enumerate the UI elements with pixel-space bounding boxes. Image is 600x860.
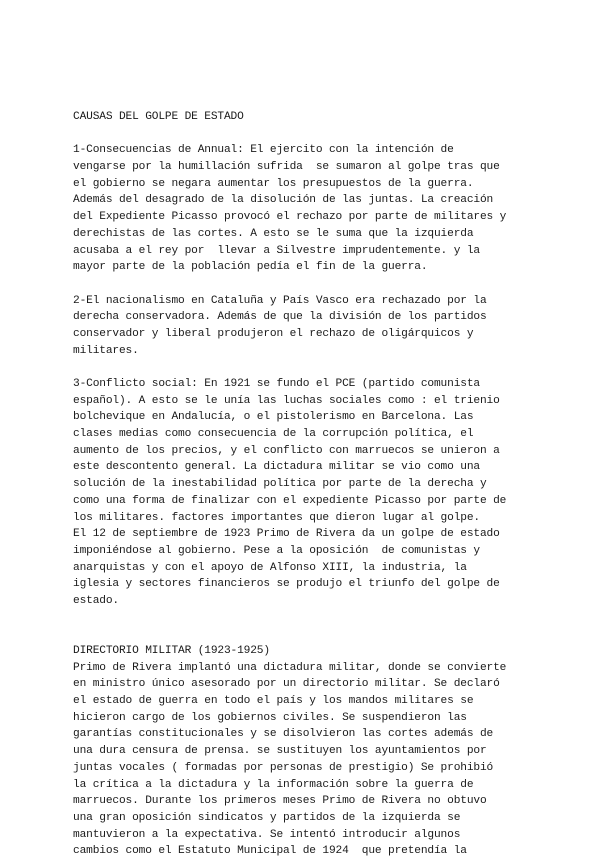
text-line: 2-El nacionalismo en Cataluña y País Vasco era rechazado por la [73,294,487,307]
text-line: los militares. factores importantes que dieron lugar al golpe. [73,511,480,524]
text-line: una gran oposición sindicatos y partidos de la izquierda se [73,811,461,824]
spacer [73,126,533,143]
paragraph-conflicto-social [73,376,533,610]
text-line: 3-Conflicto social: En 1921 se fundo el PCE (partido comunista [73,378,480,390]
spacer [73,276,533,293]
text-line: solución de la inestabilidad política por parte de la derecha y [73,478,487,491]
text-line: este descontento general. La dictadura militar se vio como una [73,461,480,474]
document-page [73,109,533,860]
text-line: Primo de Rivera implantó una dictadura militar, donde se convierte [73,661,507,674]
text-line: una dura censura de prensa. se sustituyen los ayuntamientos por [73,745,487,758]
text-line: clases medias como consecuencia de la corrupción política, el [73,428,474,441]
text-line: 1-Consecuencias de Annual: El ejercito con la intención de [73,144,454,157]
text-line: en ministro único asesorado por un directorio militar. Se declaró [73,678,500,691]
spacer [73,610,533,643]
paragraph-annual [73,142,533,276]
text-line: imponiéndose al gobierno. Pese a la oposición de comunistas y [73,544,480,557]
text-line: del Expediente Picasso provocó el rechazo por parte de militares y [73,211,507,224]
text-line: anarquistas y con el apoyo de Alfonso XIII, la industria, la [73,561,467,574]
text-line: conservador y liberal produjeron el rechazo de oligárquicos y [73,327,474,340]
text-line: militares. [73,344,139,357]
text-line: como una forma de finalizar con el expediente Picasso por parte de [73,494,507,507]
text-line: mantuvieron a la expectativa. Se intentó introducir algunos [73,828,461,841]
text-line: estado. [73,594,119,607]
text-line: juntas vocales ( formadas por personas de prestigio) Se prohibió [73,761,494,774]
text-line: español). A esto se le unía las luchas sociales como : el trienio [73,394,500,407]
text-line: vengarse por la humillación sufrida se sumaron al golpe tras que [73,161,500,174]
text-line: cambios como el Estatuto Municipal de 1924 que pretendía la [73,845,467,858]
page-title: CAUSAS DEL GOLPE DE ESTADO [73,111,244,123]
paragraph-directorio-militar [73,660,533,860]
text-line: garantías constitucionales y se disolvieron las cortes además de [73,728,494,741]
spacer [73,359,533,376]
text-line: Además del desagrado de la disolución de las juntas. La creación [73,194,494,207]
text-line: el estado de guerra en todo el país y los mandos militares se [73,695,474,708]
text-line: acusaba a el rey por llevar a Silvestre imprudentemente. y la [73,244,480,257]
text-line: iglesia y sectores financieros se produjo el triunfo del golpe de [73,578,500,591]
text-line: mayor parte de la población pedía el fin de la guerra. [73,261,428,274]
text-line: el gobierno se negara aumentar los presupuestos de la guerra. [73,177,474,190]
text-line: aumento de los precios, y el conflicto con marruecos se unieron a [73,444,500,457]
text-line: derecha conservadora. Además de que la división de los partidos [73,311,487,324]
text-line: El 12 de septiembre de 1923 Primo de Rivera da un golpe de estado [73,528,500,541]
text-line: bolchevique en Andalucía, o el pistolerismo en Barcelona. Las [73,411,474,424]
text-line: hicieron cargo de los gobiernos civiles. Se suspendieron las [73,711,467,724]
text-line: la crítica a la dictadura y la información sobre la guerra de [73,778,474,791]
text-line: marruecos. Durante los primeros meses Primo de Rivera no obtuvo [73,795,487,808]
paragraph-nacionalismo [73,293,533,360]
text-line: derechistas de las cortes. A esto se le suma que la izquierda [73,227,474,240]
section-title: DIRECTORIO MILITAR (1923-1925) [73,645,270,658]
